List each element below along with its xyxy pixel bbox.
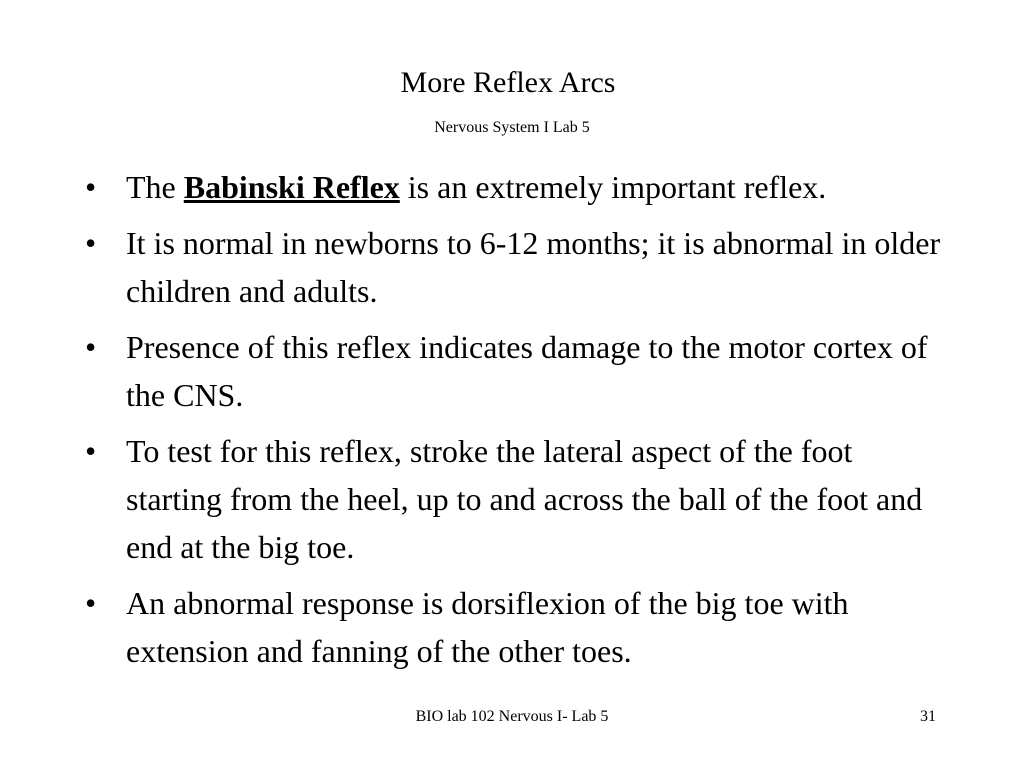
slide-title: More Reflex Arcs [400, 66, 616, 99]
bullet-item-presence [85, 323, 955, 419]
bullet-text: To test for this reflex, stroke the lateral aspect of the foot starting from the heel, up to and across the ball of the foot and end at the big toe. [126, 433, 923, 565]
bullet-icon: • [85, 433, 97, 469]
bullet-text: An abnormal response is dorsiflexion of the big toe with extension and fanning of the other toes. [126, 585, 849, 669]
bullet-item-test-procedure [85, 427, 955, 571]
bullet-text-suffix: is an extremely important reflex. [399, 169, 827, 205]
bullet-item-normal-age [85, 219, 955, 315]
bullet-text-prefix: The [126, 169, 184, 205]
bullet-item-babinski [85, 163, 955, 211]
bullet-icon: • [85, 585, 97, 621]
bullet-text: It is normal in newborns to 6-12 months; it is abnormal in older children and adults. [126, 225, 941, 309]
bullet-icon: • [85, 225, 97, 261]
babinski-reflex-term: Babinski Reflex [183, 169, 400, 205]
bullet-icon: • [85, 169, 97, 205]
bullet-list [85, 163, 955, 683]
bullet-text: Presence of this reflex indicates damage to the motor cortex of the CNS. [126, 329, 928, 413]
slide-subtitle: Nervous System I Lab 5 [434, 119, 590, 136]
bullet-item-abnormal-response [85, 579, 955, 675]
page-number: 31 [920, 708, 936, 725]
bullet-icon: • [85, 329, 97, 365]
slide-footer: BIO lab 102 Nervous I- Lab 5 [415, 708, 609, 725]
